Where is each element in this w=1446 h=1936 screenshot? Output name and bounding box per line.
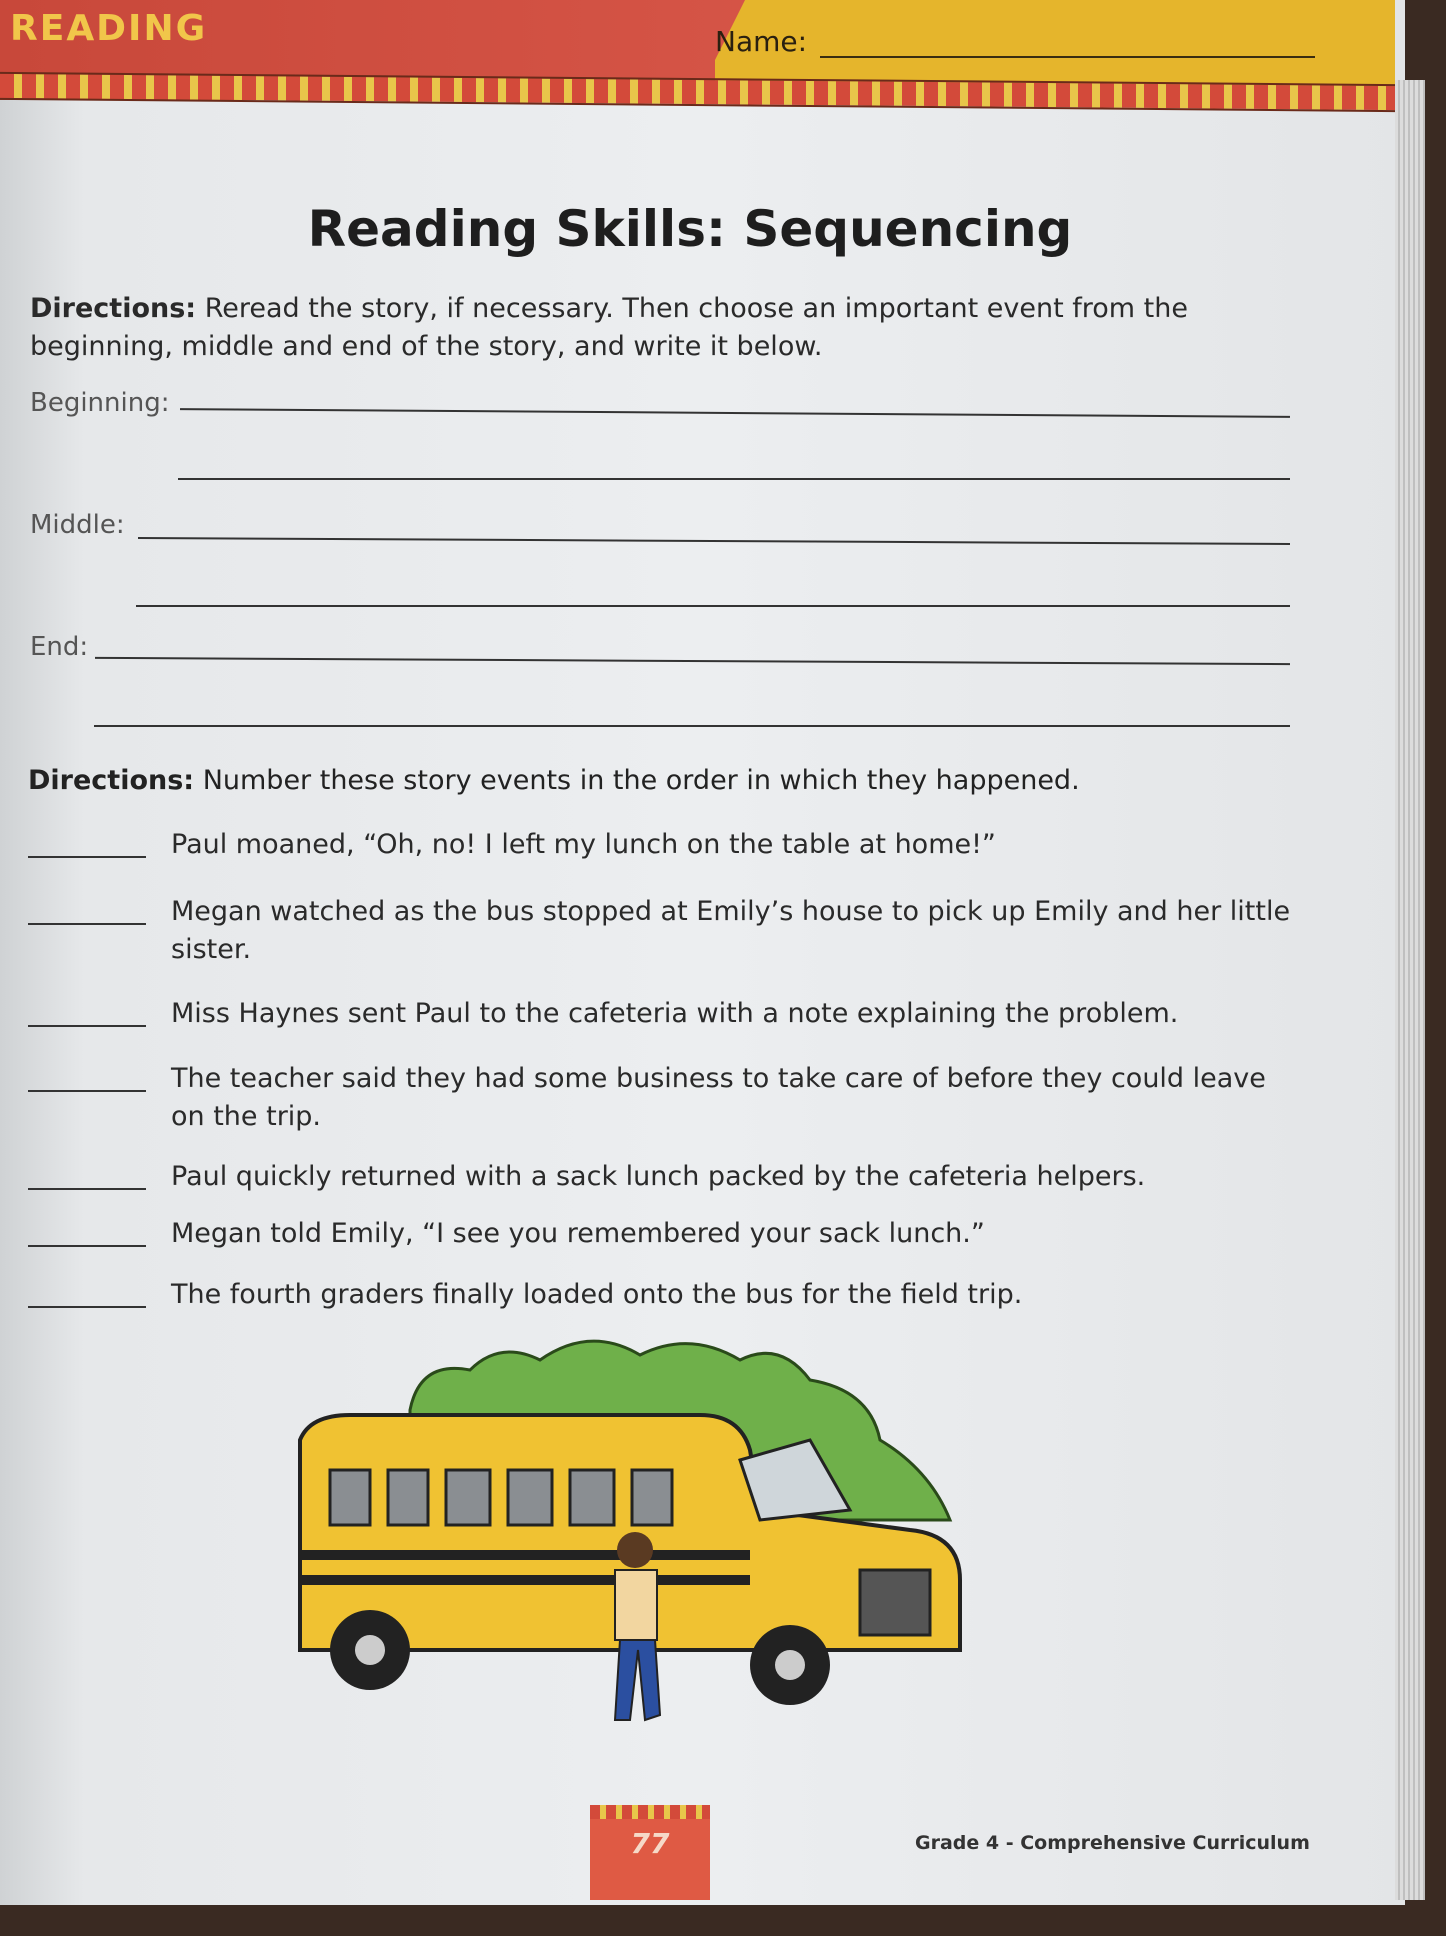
page-number-tab xyxy=(590,1805,710,1900)
name-label: Name: xyxy=(715,25,808,58)
directions-label: Directions: xyxy=(30,293,197,324)
page-edges xyxy=(1395,80,1425,1900)
event-item xyxy=(28,995,1298,1033)
order-blank[interactable] xyxy=(28,856,146,858)
event-item xyxy=(28,1276,1298,1314)
event-text: Paul moaned, “Oh, no! I left my lunch on the table at home!” xyxy=(171,829,996,860)
order-blank[interactable] xyxy=(28,1025,146,1027)
beginning-label: Beginning: xyxy=(30,388,170,418)
order-blank[interactable] xyxy=(28,1306,146,1308)
directions-text: Number these story events in the order in which they happened. xyxy=(194,765,1080,796)
end-line-2[interactable] xyxy=(94,725,1290,727)
event-text: The fourth graders finally loaded onto the bus for the field trip. xyxy=(171,1279,1023,1310)
school-bus-illustration xyxy=(270,1320,1010,1740)
event-item xyxy=(28,1158,1298,1196)
event-text: The teacher said they had some business to take care of before they could leave on the trip. xyxy=(171,1063,1266,1132)
directions-2 xyxy=(28,765,1080,796)
order-blank[interactable] xyxy=(28,1090,146,1092)
directions-label: Directions: xyxy=(28,765,195,796)
end-label: End: xyxy=(30,632,89,662)
middle-line-2[interactable] xyxy=(136,605,1290,607)
event-text: Miss Haynes sent Paul to the cafeteria with a note explaining the problem. xyxy=(171,998,1179,1029)
event-text: Paul quickly returned with a sack lunch packed by the cafeteria helpers. xyxy=(171,1161,1146,1192)
event-item xyxy=(28,1215,1298,1253)
book-title-footer: Grade 4 - Comprehensive Curriculum xyxy=(915,1832,1310,1854)
bus-grille xyxy=(860,1570,930,1635)
bus-stripe xyxy=(300,1575,750,1585)
event-item xyxy=(28,893,1298,969)
middle-label: Middle: xyxy=(30,510,125,540)
event-item xyxy=(28,826,1298,864)
directions-text: Reread the story, if necessary. Then choose an important event from the beginning, middle and end of the story, and write it below. xyxy=(30,293,1188,362)
page-number: 77 xyxy=(630,1827,670,1860)
event-text: Megan watched as the bus stopped at Emily’s house to pick up Emily and her little sister. xyxy=(171,896,1291,965)
order-blank[interactable] xyxy=(28,923,146,925)
order-blank[interactable] xyxy=(28,1245,146,1247)
page-title: Reading Skills: Sequencing xyxy=(307,200,1073,258)
section-label: READING xyxy=(10,8,208,49)
bus-stripe xyxy=(300,1550,750,1560)
event-item xyxy=(28,1060,1298,1136)
directions-1 xyxy=(30,290,1260,366)
order-blank[interactable] xyxy=(28,1188,146,1190)
beginning-line-2[interactable] xyxy=(178,478,1290,480)
name-field[interactable] xyxy=(820,56,1315,58)
event-text: Megan told Emily, “I see you remembered your sack lunch.” xyxy=(171,1218,985,1249)
